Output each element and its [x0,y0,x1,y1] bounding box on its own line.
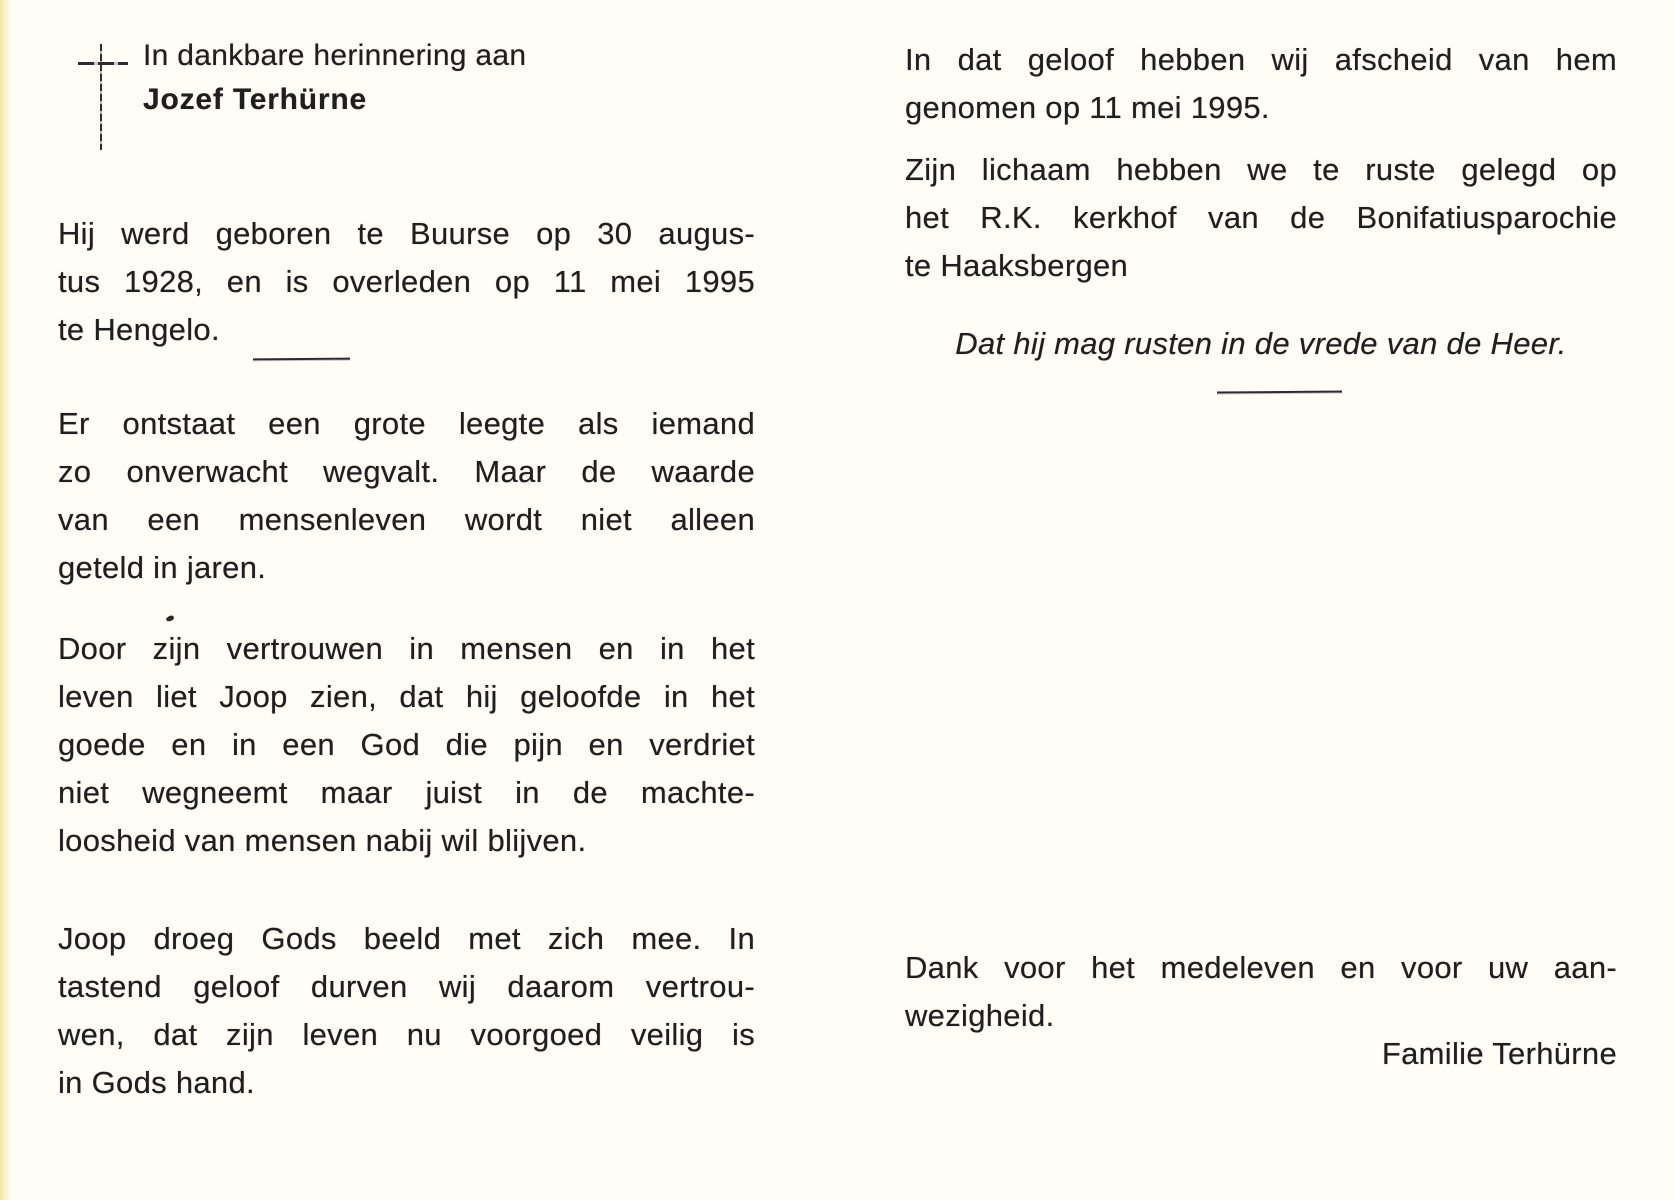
text-line: wen, dat zijn leven nu voorgoed veilig is [58,1017,755,1052]
text-line: geteld in jaren. [58,550,267,585]
prayer-line: Dat hij mag rusten in de vrede van de Heer. [955,326,1567,361]
card-heading [143,34,703,122]
deceased-name: Jozef Terhürne [143,83,368,116]
scan-speck [165,615,174,622]
paragraph-afscheid [905,36,1617,132]
text-line: leven liet Joop zien, dat hij geloofde in het [58,679,755,714]
paragraph-birth-death [58,210,755,354]
text-line: Door zijn vertrouwen in mensen en in het [58,631,755,666]
heading-intro: In dankbare herinnering aan [143,39,527,72]
text-line: Er ontstaat een grote leegte als iemand [58,406,755,441]
paragraph-dank [905,944,1617,1040]
text-line: genomen op 11 mei 1995. [905,90,1270,125]
family-signature: Familie Terhürne [1381,1036,1617,1071]
text-line: te Haaksbergen [905,248,1129,283]
text-line: niet wegneemt maar juist in de machte- [58,775,755,810]
paragraph-vertrouwen [58,625,755,865]
text-line: Hij werd geboren te Buurse op 30 augus- [58,216,755,251]
text-line: Dank voor het medeleven en voor uw aan- [905,950,1617,985]
text-line: het R.K. kerkhof van de Bonifatiusparochie [905,200,1617,235]
text-line: in Gods hand. [58,1065,255,1100]
divider-line [1217,390,1342,393]
text-line: wezigheid. [905,998,1055,1033]
divider-line [253,358,350,361]
text-line: tastend geloof durven wij daarom vertrou- [58,969,755,1004]
text-line: goede en in een God die pijn en verdriet [58,727,755,762]
text-line: te Hengelo. [58,312,220,347]
text-line: Joop droeg Gods beeld met zich mee. In [58,921,755,956]
text-line: van een mensenleven wordt niet alleen [58,502,755,537]
cross-icon [78,44,128,150]
scan-edge-artifact [0,0,12,1200]
paragraph-leegte [58,400,755,592]
cross-horizontal-bar [78,62,128,65]
text-line: loosheid van mensen nabij wil blijven. [58,823,587,858]
cross-vertical-bar [100,44,102,150]
text-line: tus 1928, en is overleden op 11 mei 1995 [58,264,755,299]
paragraph-gods-beeld [58,915,755,1107]
text-line: In dat geloof hebben wij afscheid van hem [905,42,1617,77]
paragraph-rustplaats [905,146,1617,290]
text-line: Zijn lichaam hebben we te ruste gelegd op [905,152,1617,187]
text-line: zo onverwacht wegvalt. Maar de waarde [58,454,755,489]
